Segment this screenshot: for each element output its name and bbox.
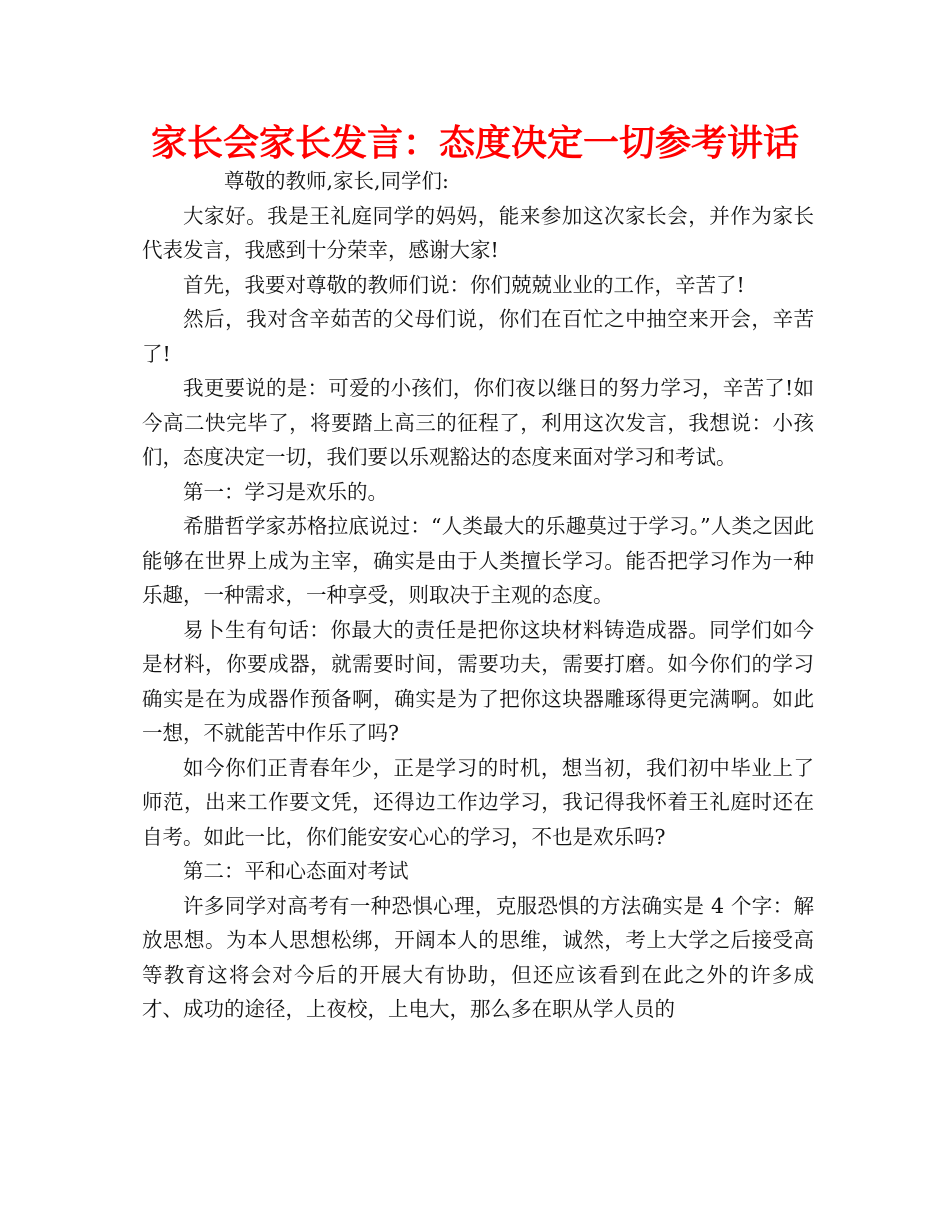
paragraph-youth: 如今你们正青春年少，正是学习的时机，想当初，我们初中毕业上了师范，出来工作要文凭，还得边工作边学习，我记得我怀着王礼庭时还在自考。如此一比，你们能安安心心的学习，不也是欢乐吗? bbox=[142, 755, 814, 849]
paragraph-thanks-teachers: 首先，我要对尊敬的教师们说：你们兢兢业业的工作，辛苦了! bbox=[183, 272, 745, 297]
paragraph-thanks-parents: 然后，我对含辛茹苦的父母们说，你们在百忙之中抽空来开会，辛苦了! bbox=[142, 307, 814, 366]
document-body bbox=[142, 164, 814, 1027]
salutation: 尊敬的教师,家长,同学们: bbox=[224, 169, 449, 193]
section-heading-second: 第二：平和心态面对考试 bbox=[183, 859, 409, 883]
paragraph-ibsen: 易卜生有句话：你最大的责任是把你这块材料铸造成器。同学们如今是材料，你要成器，就需要时间，需要功夫，需要打磨。如今你们的学习确实是在为成器作预备啊，确实是为了把你这块器雕琢得更完满啊。如此一想，不就能苦中作乐了吗? bbox=[142, 617, 814, 745]
paragraph-greeting: 大家好。我是王礼庭同学的妈妈，能来参加这次家长会，并作为家长代表发言，我感到十分荣幸，感谢大家! bbox=[142, 203, 814, 262]
document-title: 家长会家长发言：态度决定一切参考讲话 bbox=[150, 123, 799, 164]
paragraph-socrates: 希腊哲学家苏格拉底说过：“人类最大的乐趣莫过于学习。”人类之因此能够在世界上成为主宰，确实是由于人类擅长学习。能否把学习作为一种乐趣，一种需求，一种享受，则取决于主观的态度。 bbox=[142, 514, 814, 607]
paragraph-to-students: 我更要说的是：可爱的小孩们，你们夜以继日的努力学习，辛苦了!如今高二快完毕了，将要踏上高三的征程了，利用这次发言，我想说：小孩们，态度决定一切，我们要以乐观豁达的态度来面对学习和考试。 bbox=[142, 376, 814, 469]
paragraph-exam-fear: 许多同学对高考有一种恐惧心理，克服恐惧的方法确实是 4 个字：解放思想。为本人思想松绑，开阔本人的思维，诚然，考上大学之后接受高等教育这将会对今后的开展大有协助，但还应该看到在此之外的许多成才、成功的途径，上夜校，上电大，那么多在职从学人员的 bbox=[142, 893, 814, 1021]
section-heading-first: 第一：学习是欢乐的。 bbox=[183, 479, 388, 504]
